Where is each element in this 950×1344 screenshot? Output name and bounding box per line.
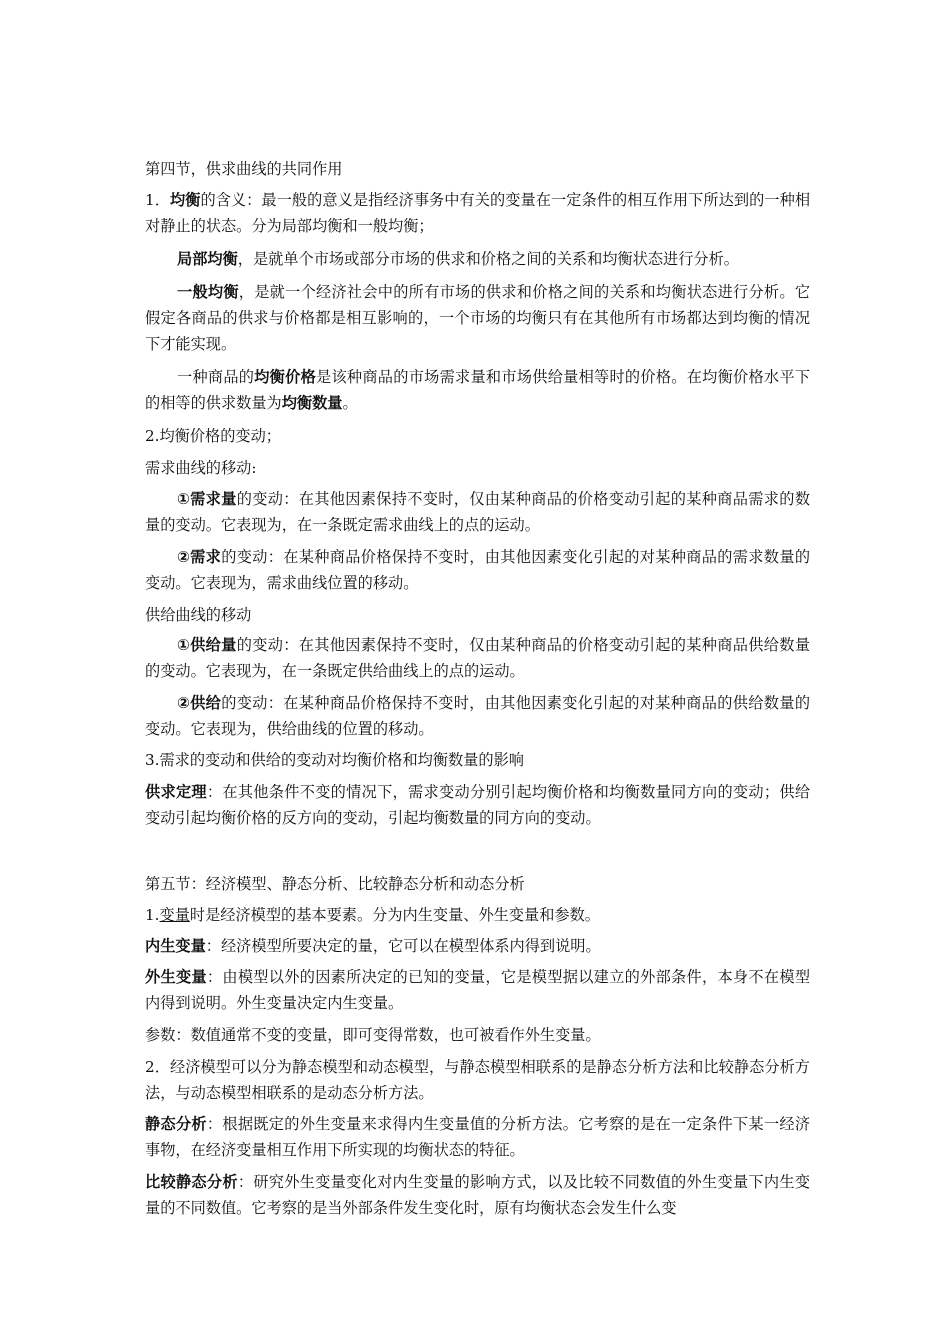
bold-term: 内生变量 [145, 937, 206, 955]
parameter-paragraph: 参数：数值通常不变的变量，即可变得常数，也可被看作外生变量。 [145, 1026, 601, 1044]
bold-term: 局部均衡 [177, 250, 238, 268]
paragraph-text: 的变动：在某种商品价格保持不变时，由其他因素变化引起的对某种商品的供给数量的变动。它表现为，供给曲线的位置的移动。 [145, 694, 811, 738]
section5-title: 第五节：经济模型、静态分析、比较静态分析和动态分析 [145, 875, 525, 893]
bold-term: 外生变量 [145, 968, 207, 986]
static-analysis-paragraph [145, 1111, 810, 1163]
bold-term: ②供给 [177, 694, 222, 712]
section4-title: 第四节，供求曲线的共同作用 [145, 160, 343, 178]
equilibrium-price-paragraph [145, 364, 810, 416]
bold-term: 均衡数量 [281, 394, 343, 412]
paragraph-text: 的变动：在其他因素保持不变时，仅由某种商品的价格变动引起的某种商品供给数量的变动。它表现为，在一条既定供给曲线上的点的运动。 [145, 636, 811, 680]
paragraph-text: ：研究外生变量变化对内生变量的影响方式，以及比较不同数值的外生变量下内生变量的不同数值。它考察的是当外部条件发生变化时，原有均衡状态会发生什么变 [145, 1173, 811, 1217]
law-of-supply-demand-paragraph [145, 779, 810, 831]
item-number: 1. [145, 906, 160, 924]
paragraph-text: ，是就单个市场或部分市场的供求和价格之间的关系和均衡状态进行分析。 [237, 250, 739, 268]
paragraph-text: 时是经济模型的基本要素。分为内生变量、外生变量和参数。 [189, 906, 600, 924]
supply-change-paragraph [145, 690, 810, 742]
bold-term: ①需求量 [177, 490, 237, 508]
quantity-demanded-paragraph [145, 486, 810, 538]
demand-change-paragraph [145, 544, 810, 596]
subheading-price-change: 2.均衡价格的变动； [145, 427, 281, 445]
paragraph-text: ：根据既定的外生变量来求得内生变量值的分析方法。它考察的是在一定条件下某一经济事物，在经济变量相互作用下所实现的均衡状态的特征。 [145, 1115, 811, 1159]
paragraph-text: ：由模型以外的因素所决定的已知的变量，它是模型据以建立的外部条件，本身不在模型内得到说明。外生变量决定内生变量。 [145, 968, 811, 1012]
paragraph-text: ：经济模型所要决定的量，它可以在模型体系内得到说明。 [205, 937, 601, 955]
comparative-static-paragraph [145, 1169, 810, 1221]
bold-term: ①供给量 [177, 636, 237, 654]
exogenous-variable-paragraph [145, 964, 810, 1016]
paragraph-text: 的变动：在其他因素保持不变时，仅由某种商品的价格变动引起的某种商品需求的数量的变动。它表现为，在一条既定需求曲线上的点的运动。 [145, 490, 811, 534]
bold-term: ②需求 [177, 548, 222, 566]
endogenous-variable-paragraph [145, 933, 810, 959]
bold-term: 一般均衡 [177, 283, 239, 301]
variables-paragraph [145, 902, 810, 928]
paragraph-text: 是该种商品的市场需求量和市场供给量相等时的价格。在均衡价格水平下的相等的供求数量为 [145, 368, 811, 412]
model-types-paragraph: 2．经济模型可以分为静态模型和动态模型，与静态模型相联系的是静态分析方法和比较静态分析方法，与动态模型相联系的是动态分析方法。 [145, 1058, 810, 1102]
paragraph-text: 。 [342, 394, 358, 412]
paragraph-text: 的变动：在某种商品价格保持不变时，由其他因素变化引起的对某种商品的需求数量的变动。它表现为，需求曲线位置的移动。 [145, 548, 811, 592]
paragraph-text: 一种商品的 [177, 368, 255, 386]
demand-curve-heading: 需求曲线的移动: [145, 459, 257, 477]
bold-term: 比较静态分析 [145, 1173, 238, 1191]
bold-term: 静态分析 [145, 1115, 207, 1133]
partial-equilibrium-paragraph [145, 246, 810, 272]
underlined-term: 变量 [159, 906, 190, 924]
bold-term: 均衡 [169, 191, 201, 209]
item-number: 1． [145, 191, 170, 209]
bold-term: 供求定理 [145, 783, 207, 801]
bold-term: 均衡价格 [254, 368, 317, 386]
section4-paragraph-equilibrium [145, 187, 810, 239]
paragraph-text: ：在其他条件不变的情况下，需求变动分别引起均衡价格和均衡数量同方向的变动；供给变动引起均衡价格的反方向的变动，引起均衡数量的同方向的变动。 [145, 783, 811, 827]
supply-curve-heading: 供给曲线的移动 [145, 606, 252, 624]
general-equilibrium-paragraph [145, 279, 810, 357]
paragraph-text: 的含义：最一般的意义是指经济事务中有关的变量在一定条件的相互作用下所达到的一种相对静止的状态。分为局部均衡和一般均衡； [145, 191, 811, 235]
quantity-supplied-paragraph [145, 632, 810, 684]
subheading-effects: 3.需求的变动和供给的变动对均衡价格和均衡数量的影响 [145, 751, 524, 769]
paragraph-text: ，是就一个经济社会中的所有市场的供求和价格之间的关系和均衡状态进行分析。它假定各商品的供求与价格都是相互影响的，一个市场的均衡只有在其他所有市场都达到均衡的情况下才能实现。 [145, 283, 810, 353]
